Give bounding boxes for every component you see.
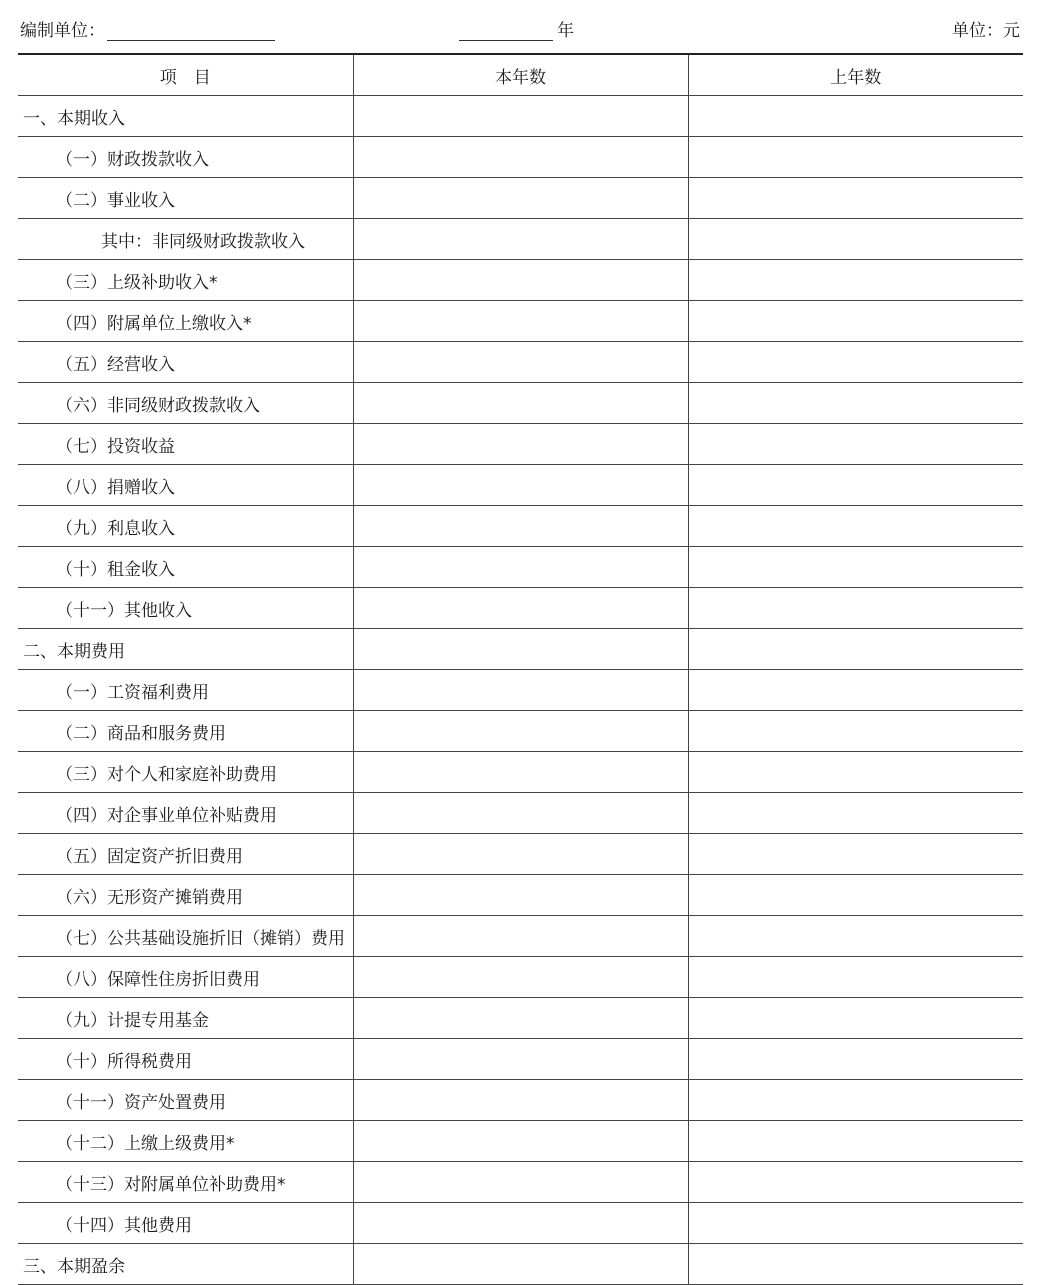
- row-item-label: （五）经营收入: [18, 342, 353, 383]
- current-year-cell[interactable]: [353, 424, 688, 465]
- table-row: [18, 711, 1023, 752]
- table-body: [18, 96, 1023, 1285]
- current-year-cell[interactable]: [353, 342, 688, 383]
- row-item-label: （一）工资福利费用: [18, 670, 353, 711]
- previous-year-cell[interactable]: [688, 834, 1023, 875]
- table-row: [18, 1121, 1023, 1162]
- previous-year-cell[interactable]: [688, 547, 1023, 588]
- previous-year-cell[interactable]: [688, 629, 1023, 670]
- table-row: [18, 96, 1023, 137]
- current-year-cell[interactable]: [353, 957, 688, 998]
- previous-year-cell[interactable]: [688, 875, 1023, 916]
- row-item-label: （十一）资产处置费用: [18, 1080, 353, 1121]
- table-row: [18, 465, 1023, 506]
- row-item-label: （二）事业收入: [18, 178, 353, 219]
- row-item-label: （二）商品和服务费用: [18, 711, 353, 752]
- current-year-cell[interactable]: [353, 1244, 688, 1285]
- current-year-cell[interactable]: [353, 834, 688, 875]
- org-label: 编制单位：: [20, 21, 105, 41]
- row-item-label: （三）上级补助收入*: [18, 260, 353, 301]
- previous-year-cell[interactable]: [688, 752, 1023, 793]
- table-row: [18, 383, 1023, 424]
- table-row: [18, 916, 1023, 957]
- previous-year-cell[interactable]: [688, 1162, 1023, 1203]
- table-row: [18, 342, 1023, 383]
- table-row: [18, 506, 1023, 547]
- previous-year-cell[interactable]: [688, 1121, 1023, 1162]
- current-year-cell[interactable]: [353, 875, 688, 916]
- org-blank-line: [107, 20, 275, 41]
- previous-year-cell[interactable]: [688, 1080, 1023, 1121]
- current-year-cell[interactable]: [353, 301, 688, 342]
- org-field: [20, 16, 275, 41]
- current-year-cell[interactable]: [353, 588, 688, 629]
- row-item-label: （十四）其他费用: [18, 1203, 353, 1244]
- table-row: [18, 1080, 1023, 1121]
- previous-year-cell[interactable]: [688, 137, 1023, 178]
- previous-year-cell[interactable]: [688, 301, 1023, 342]
- row-item-label: （九）计提专用基金: [18, 998, 353, 1039]
- table-row: [18, 1203, 1023, 1244]
- row-item-label: （八）捐赠收入: [18, 465, 353, 506]
- table-row: [18, 752, 1023, 793]
- row-item-label: 其中：非同级财政拨款收入: [18, 219, 353, 260]
- current-year-cell[interactable]: [353, 383, 688, 424]
- previous-year-cell[interactable]: [688, 711, 1023, 752]
- previous-year-cell[interactable]: [688, 178, 1023, 219]
- year-label: 年: [557, 21, 574, 41]
- row-item-label: （十三）对附属单位补助费用*: [18, 1162, 353, 1203]
- current-year-cell[interactable]: [353, 998, 688, 1039]
- year-field: [459, 16, 574, 41]
- previous-year-cell[interactable]: [688, 793, 1023, 834]
- current-year-cell[interactable]: [353, 96, 688, 137]
- report-header: [0, 0, 1042, 52]
- table-row: [18, 219, 1023, 260]
- current-year-cell[interactable]: [353, 1162, 688, 1203]
- row-item-label: 三、本期盈余: [18, 1244, 353, 1285]
- current-year-cell[interactable]: [353, 1121, 688, 1162]
- row-item-label: （八）保障性住房折旧费用: [18, 957, 353, 998]
- table-row: [18, 793, 1023, 834]
- row-item-label: （一）财政拨款收入: [18, 137, 353, 178]
- row-item-label: 一、本期收入: [18, 96, 353, 137]
- previous-year-cell[interactable]: [688, 342, 1023, 383]
- table-row: [18, 670, 1023, 711]
- table-row: [18, 301, 1023, 342]
- table-row: [18, 998, 1023, 1039]
- table-row: [18, 1244, 1023, 1285]
- previous-year-cell[interactable]: [688, 916, 1023, 957]
- table-row: [18, 1039, 1023, 1080]
- current-year-cell[interactable]: [353, 1039, 688, 1080]
- table-row: [18, 137, 1023, 178]
- table-row: [18, 424, 1023, 465]
- previous-year-cell[interactable]: [688, 260, 1023, 301]
- row-item-label: （七）公共基础设施折旧（摊销）费用: [18, 916, 353, 957]
- row-item-label: 二、本期费用: [18, 629, 353, 670]
- current-year-cell[interactable]: [353, 752, 688, 793]
- year-blank-line: [459, 20, 553, 41]
- current-year-cell[interactable]: [353, 1203, 688, 1244]
- table-row: [18, 588, 1023, 629]
- previous-year-cell[interactable]: [688, 383, 1023, 424]
- current-year-cell[interactable]: [353, 465, 688, 506]
- row-item-label: （五）固定资产折旧费用: [18, 834, 353, 875]
- column-header-item: 项 目: [18, 54, 353, 96]
- row-item-label: （四）附属单位上缴收入*: [18, 301, 353, 342]
- header-row: [18, 54, 1023, 96]
- previous-year-cell[interactable]: [688, 424, 1023, 465]
- previous-year-cell[interactable]: [688, 465, 1023, 506]
- row-item-label: （十）所得税费用: [18, 1039, 353, 1080]
- table-row: [18, 260, 1023, 301]
- table-row: [18, 629, 1023, 670]
- row-item-label: （十二）上缴上级费用*: [18, 1121, 353, 1162]
- current-year-cell[interactable]: [353, 629, 688, 670]
- table-row: [18, 547, 1023, 588]
- unit-label: 单位：元: [952, 21, 1020, 41]
- current-year-cell[interactable]: [353, 219, 688, 260]
- table-header: [18, 54, 1023, 96]
- table-row: [18, 957, 1023, 998]
- table-row: [18, 875, 1023, 916]
- current-year-cell[interactable]: [353, 137, 688, 178]
- previous-year-cell[interactable]: [688, 96, 1023, 137]
- previous-year-cell[interactable]: [688, 998, 1023, 1039]
- row-item-label: （十一）其他收入: [18, 588, 353, 629]
- previous-year-cell[interactable]: [688, 1203, 1023, 1244]
- income-expense-table: [18, 53, 1023, 1285]
- row-item-label: （十）租金收入: [18, 547, 353, 588]
- current-year-cell[interactable]: [353, 547, 688, 588]
- current-year-cell[interactable]: [353, 793, 688, 834]
- previous-year-cell[interactable]: [688, 1039, 1023, 1080]
- current-year-cell[interactable]: [353, 1080, 688, 1121]
- current-year-cell[interactable]: [353, 260, 688, 301]
- previous-year-cell[interactable]: [688, 219, 1023, 260]
- row-item-label: （六）非同级财政拨款收入: [18, 383, 353, 424]
- row-item-label: （七）投资收益: [18, 424, 353, 465]
- column-header-previous-year: 上年数: [688, 54, 1023, 96]
- table-row: [18, 834, 1023, 875]
- current-year-cell[interactable]: [353, 506, 688, 547]
- current-year-cell[interactable]: [353, 178, 688, 219]
- current-year-cell[interactable]: [353, 670, 688, 711]
- previous-year-cell[interactable]: [688, 588, 1023, 629]
- table-row: [18, 1162, 1023, 1203]
- column-header-current-year: 本年数: [353, 54, 688, 96]
- row-item-label: （九）利息收入: [18, 506, 353, 547]
- row-item-label: （三）对个人和家庭补助费用: [18, 752, 353, 793]
- row-item-label: （六）无形资产摊销费用: [18, 875, 353, 916]
- current-year-cell[interactable]: [353, 711, 688, 752]
- table-row: [18, 178, 1023, 219]
- current-year-cell[interactable]: [353, 916, 688, 957]
- previous-year-cell[interactable]: [688, 957, 1023, 998]
- previous-year-cell[interactable]: [688, 1244, 1023, 1285]
- row-item-label: （四）对企事业单位补贴费用: [18, 793, 353, 834]
- previous-year-cell[interactable]: [688, 670, 1023, 711]
- previous-year-cell[interactable]: [688, 506, 1023, 547]
